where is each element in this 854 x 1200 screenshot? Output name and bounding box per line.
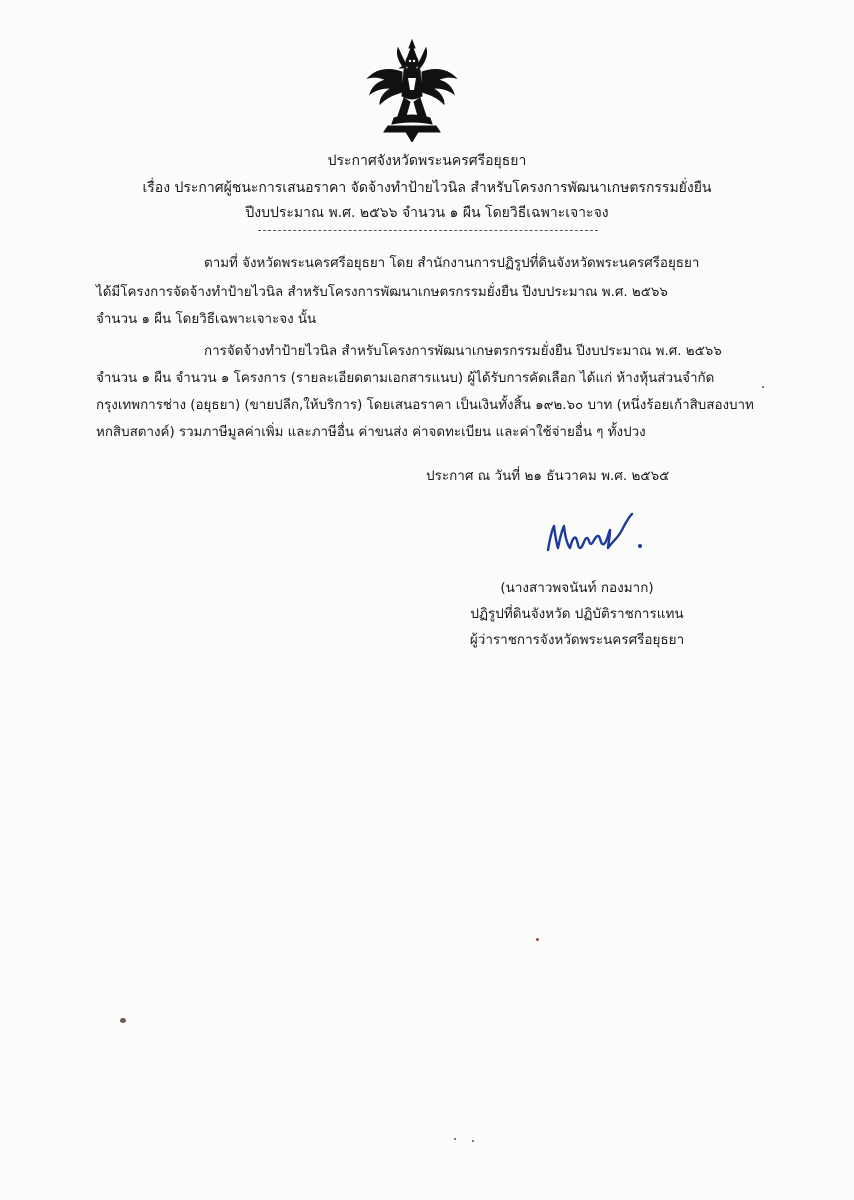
paragraph-1-line-2: ได้มีโครงการจัดจ้างทำป้ายไวนิล สำหรับโครงการพัฒนาเกษตรกรรมยั่งยืน ปีงบประมาณ พ.ศ. ๒๕๖๖ xyxy=(96,285,668,300)
scan-speck xyxy=(762,386,764,388)
garuda-emblem-icon xyxy=(366,38,458,142)
signatory-authority: ผู้ว่าราชการจังหวัดพระนครศรีอยุธยา xyxy=(469,632,685,648)
scan-speck xyxy=(536,938,539,941)
paragraph-2-line-4: หกสิบสตางค์) รวมภาษีมูลค่าเพิ่ม และภาษีอื่น ค่าขนส่ง ค่าจดทะเบียน และค่าใช้จ่ายอื่น ๆ ทั้งปวง xyxy=(96,425,646,440)
announcement-title: ประกาศจังหวัดพระนครศรีอยุธยา xyxy=(327,153,527,169)
scan-speck xyxy=(454,1138,456,1140)
header-separator xyxy=(258,230,598,231)
subject-line: เรื่อง ประกาศผู้ชนะการเสนอราคา จัดจ้างทำป้ายไวนิล สำหรับโครงการพัฒนาเกษตรกรรมยั่งยืน xyxy=(142,180,712,196)
subject-line-continued: ปีงบประมาณ พ.ศ. ๒๕๖๖ จำนวน ๑ ผืน โดยวิธีเฉพาะเจาะจง xyxy=(245,205,609,221)
signatory-position: ปฏิรูปที่ดินจังหวัด ปฏิบัติราชการแทน xyxy=(470,606,684,622)
scan-speck xyxy=(120,1018,126,1023)
paragraph-1-line-3: จำนวน ๑ ผืน โดยวิธีเฉพาะเจาะจง นั้น xyxy=(96,312,317,327)
paragraph-2-line-3: กรุงเทพการช่าง (อยุธยา) (ขายปลีก,ให้บริการ) โดยเสนอราคา เป็นเงินทั้งสิ้น ๑๙๒.๖๐ บาท (หนึ่งร้อยเก้าสิบสองบาท xyxy=(96,398,754,413)
paragraph-2-line-1: การจัดจ้างทำป้ายไวนิล สำหรับโครงการพัฒนาเกษตรกรรมยั่งยืน ปีงบประมาณ พ.ศ. ๒๕๖๖ xyxy=(204,344,722,359)
signatory-name: (นางสาวพจนันท์ กองมาก) xyxy=(500,580,654,596)
paragraph-1-line-1: ตามที่ จังหวัดพระนครศรีอยุธยา โดย สำนักงานการปฏิรูปที่ดินจังหวัดพระนครศรีอยุธยา xyxy=(204,256,700,271)
scan-speck xyxy=(472,1140,474,1142)
announcement-date: ประกาศ ณ วันที่ ๒๑ ธันวาคม พ.ศ. ๒๕๖๕ xyxy=(426,468,670,484)
handwritten-signature xyxy=(540,508,650,564)
paragraph-2-line-2: จำนวน ๑ ผืน จำนวน ๑ โครงการ (รายละเอียดตามเอกสารแนบ) ผู้ได้รับการคัดเลือก ได้แก่ ห้างหุ้นส่วนจำกัด xyxy=(96,371,715,386)
